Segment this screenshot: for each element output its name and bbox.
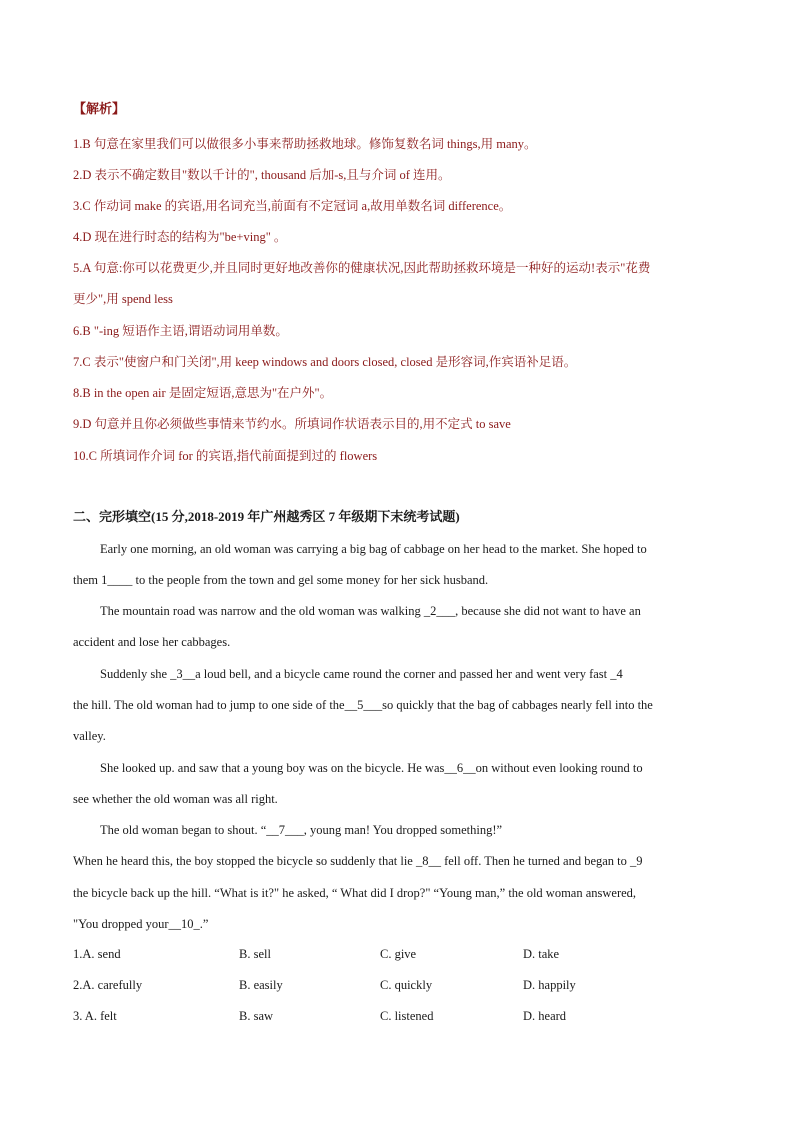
section-heading: 二、完形填空(15 分,2018-2019 年广州越秀区 7 年级期下末统考试题) (73, 509, 460, 524)
passage-line: The old woman began to shout. “__7___, young man! You dropped something!” (100, 823, 503, 837)
analysis-item: 10.C 所填词作介词 for 的宾语,指代前面提到过的 flowers (73, 449, 378, 463)
option-a: 1.A. send (73, 947, 121, 961)
passage-line: the hill. The old woman had to jump to one side of the__5___so quickly that the bag of cabbages nearly fell into the (73, 698, 653, 712)
analysis-item: 8.B in the open air 是固定短语,意思为"在户外"。 (73, 386, 333, 400)
analysis-title: 【解析】 (73, 101, 126, 116)
passage-line: accident and lose her cabbages. (73, 635, 231, 649)
passage-line: The mountain road was narrow and the old woman was walking _2___, because she did not want to have an (100, 604, 641, 618)
analysis-item: 6.B "-ing 短语作主语,谓语动词用单数。 (73, 324, 288, 338)
passage-line: valley. (73, 729, 106, 743)
option-d: D. take (523, 947, 560, 961)
analysis-item: 9.D 句意并且你必须做些事情来节约水。所填词作状语表示目的,用不定式 to save (73, 417, 511, 431)
passage-line: them 1____ to the people from the town and gel some money for her sick husband. (73, 573, 489, 587)
passage-line: She looked up. and saw that a young boy was on the bicycle. He was__6__on without even looking round to (100, 761, 643, 775)
option-a: 2.A. carefully (73, 978, 143, 992)
analysis-item: 7.C 表示"使窗户和门关闭",用 keep windows and doors closed, closed 是形容词,作宾语补足语。 (73, 355, 577, 369)
passage-line: When he heard this, the boy stopped the bicycle so suddenly that lie _8__ fell off. Then he turned and began to _9 (73, 854, 643, 868)
option-b: B. sell (239, 947, 271, 961)
option-b: B. saw (239, 1009, 274, 1023)
passage-line: "You dropped your__10_.” (73, 917, 209, 931)
passage-line: Early one morning, an old woman was carrying a big bag of cabbage on her head to the market. She hoped to (100, 542, 647, 556)
analysis-item: 4.D 现在进行时态的结构为"be+ving" 。 (73, 230, 287, 244)
passage-line: see whether the old woman was all right. (73, 792, 278, 806)
passage-line: the bicycle back up the hill. “What is it?" he asked, “ What did I drop?" “Young man,” the old woman answered, (73, 886, 637, 900)
analysis-item: 更少",用 spend less (73, 292, 173, 306)
option-d: D. happily (523, 978, 576, 992)
analysis-item: 5.A 句意:你可以花费更少,并且同时更好地改善你的健康状况,因此帮助拯救环境是一种好的运动!表示"花费 (73, 261, 651, 275)
analysis-item: 1.B 句意在家里我们可以做很多小事来帮助拯救地球。修饰复数名词 things,用 many。 (73, 137, 537, 151)
option-c: C. quickly (380, 978, 433, 992)
option-a: 3. A. felt (73, 1009, 117, 1023)
analysis-item: 2.D 表示不确定数目"数以千计的", thousand 后加-s,且与介词 of 连用。 (73, 168, 451, 182)
option-c: C. listened (380, 1009, 434, 1023)
option-b: B. easily (239, 978, 283, 992)
option-c: C. give (380, 947, 417, 961)
passage-line: Suddenly she _3__a loud bell, and a bicycle came round the corner and passed her and went very fast _4 (100, 667, 623, 681)
option-d: D. heard (523, 1009, 567, 1023)
analysis-item: 3.C 作动词 make 的宾语,用名词充当,前面有不定冠词 a,故用单数名词 difference。 (73, 199, 512, 213)
